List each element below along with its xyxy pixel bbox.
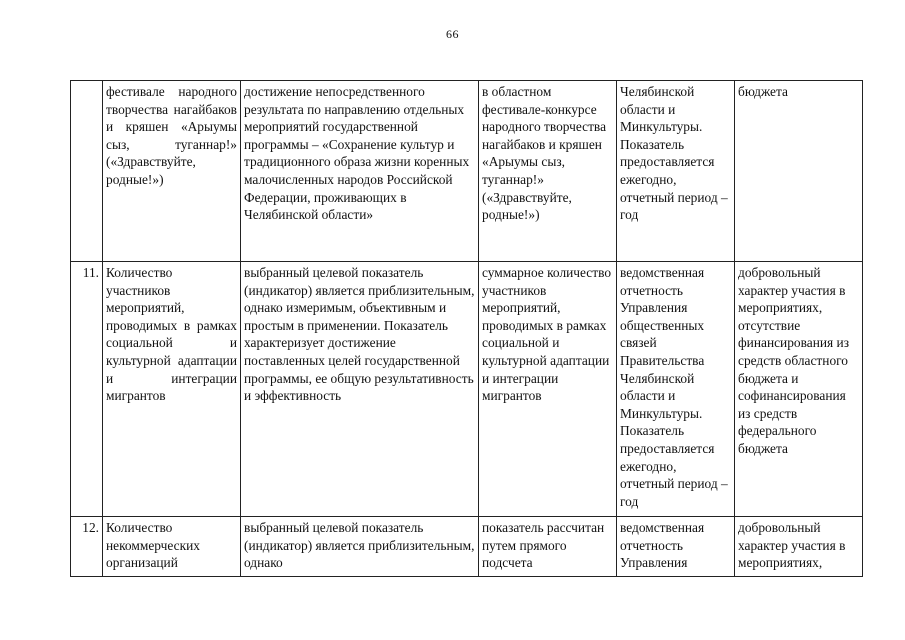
page-number: 66 — [446, 27, 459, 41]
calculation-method: в областном фестивале-конкурсе народного творчества нагайбаков и кряшен «Арыумы сыз, туганнар!» («Здравствуйте, родные!») — [479, 81, 617, 262]
influencing-factors: добровольный характер участия в мероприятиях, отсутствие финансирования из средств областного бюджета и софинансирования из средств федерального бюджета — [735, 262, 863, 517]
indicator-name: Количество некоммерческих организаций — [103, 517, 241, 577]
indicators-table — [70, 80, 863, 577]
row-number: 12. — [71, 517, 103, 577]
data-source: ведомственная отчетность Управления — [617, 517, 735, 577]
calculation-method: суммарное количество участников мероприятий, проводимых в рамках социальной и культурной адаптации и интеграции мигрантов — [479, 262, 617, 517]
table-row — [71, 81, 863, 262]
indicator-rationale: выбранный целевой показатель (индикатор) является приблизительным, однако измеримым, объективным и простым в применении. Показатель характеризует достижение поставленных целей государственной программы, ее общую результативность и эффективность — [241, 262, 479, 517]
row-number: 11. — [71, 262, 103, 517]
data-source: Челябинской области и Минкультуры. Показатель предоставляется ежегодно, отчетный период – год — [617, 81, 735, 262]
influencing-factors: добровольный характер участия в мероприятиях, — [735, 517, 863, 577]
calculation-method: показатель рассчитан путем прямого подсчета — [479, 517, 617, 577]
row-number — [71, 81, 103, 262]
table-row — [71, 262, 863, 517]
indicator-rationale: достижение непосредственного результата по направлению отдельных мероприятий государственной программы – «Сохранение культур и традиционного образа жизни коренных малочисленных народов Российской Федерации, проживающих в Челябинской области» — [241, 81, 479, 262]
indicator-name: Количество участников мероприятий, проводимых в рамках социальной и культурной адаптации и интеграции мигрантов — [103, 262, 241, 517]
influencing-factors: бюджета — [735, 81, 863, 262]
indicator-rationale: выбранный целевой показатель (индикатор) является приблизительным, однако — [241, 517, 479, 577]
table-row — [71, 517, 863, 577]
indicator-name: фестивале народного творчества нагайбаков и кряшен «Арыумы сыз, туганнар!» («Здравствуйте, родные!») — [103, 81, 241, 262]
data-source: ведомственная отчетность Управления общественных связей Правительства Челябинской области и Минкультуры. Показатель предоставляется ежегодно, отчетный период – год — [617, 262, 735, 517]
